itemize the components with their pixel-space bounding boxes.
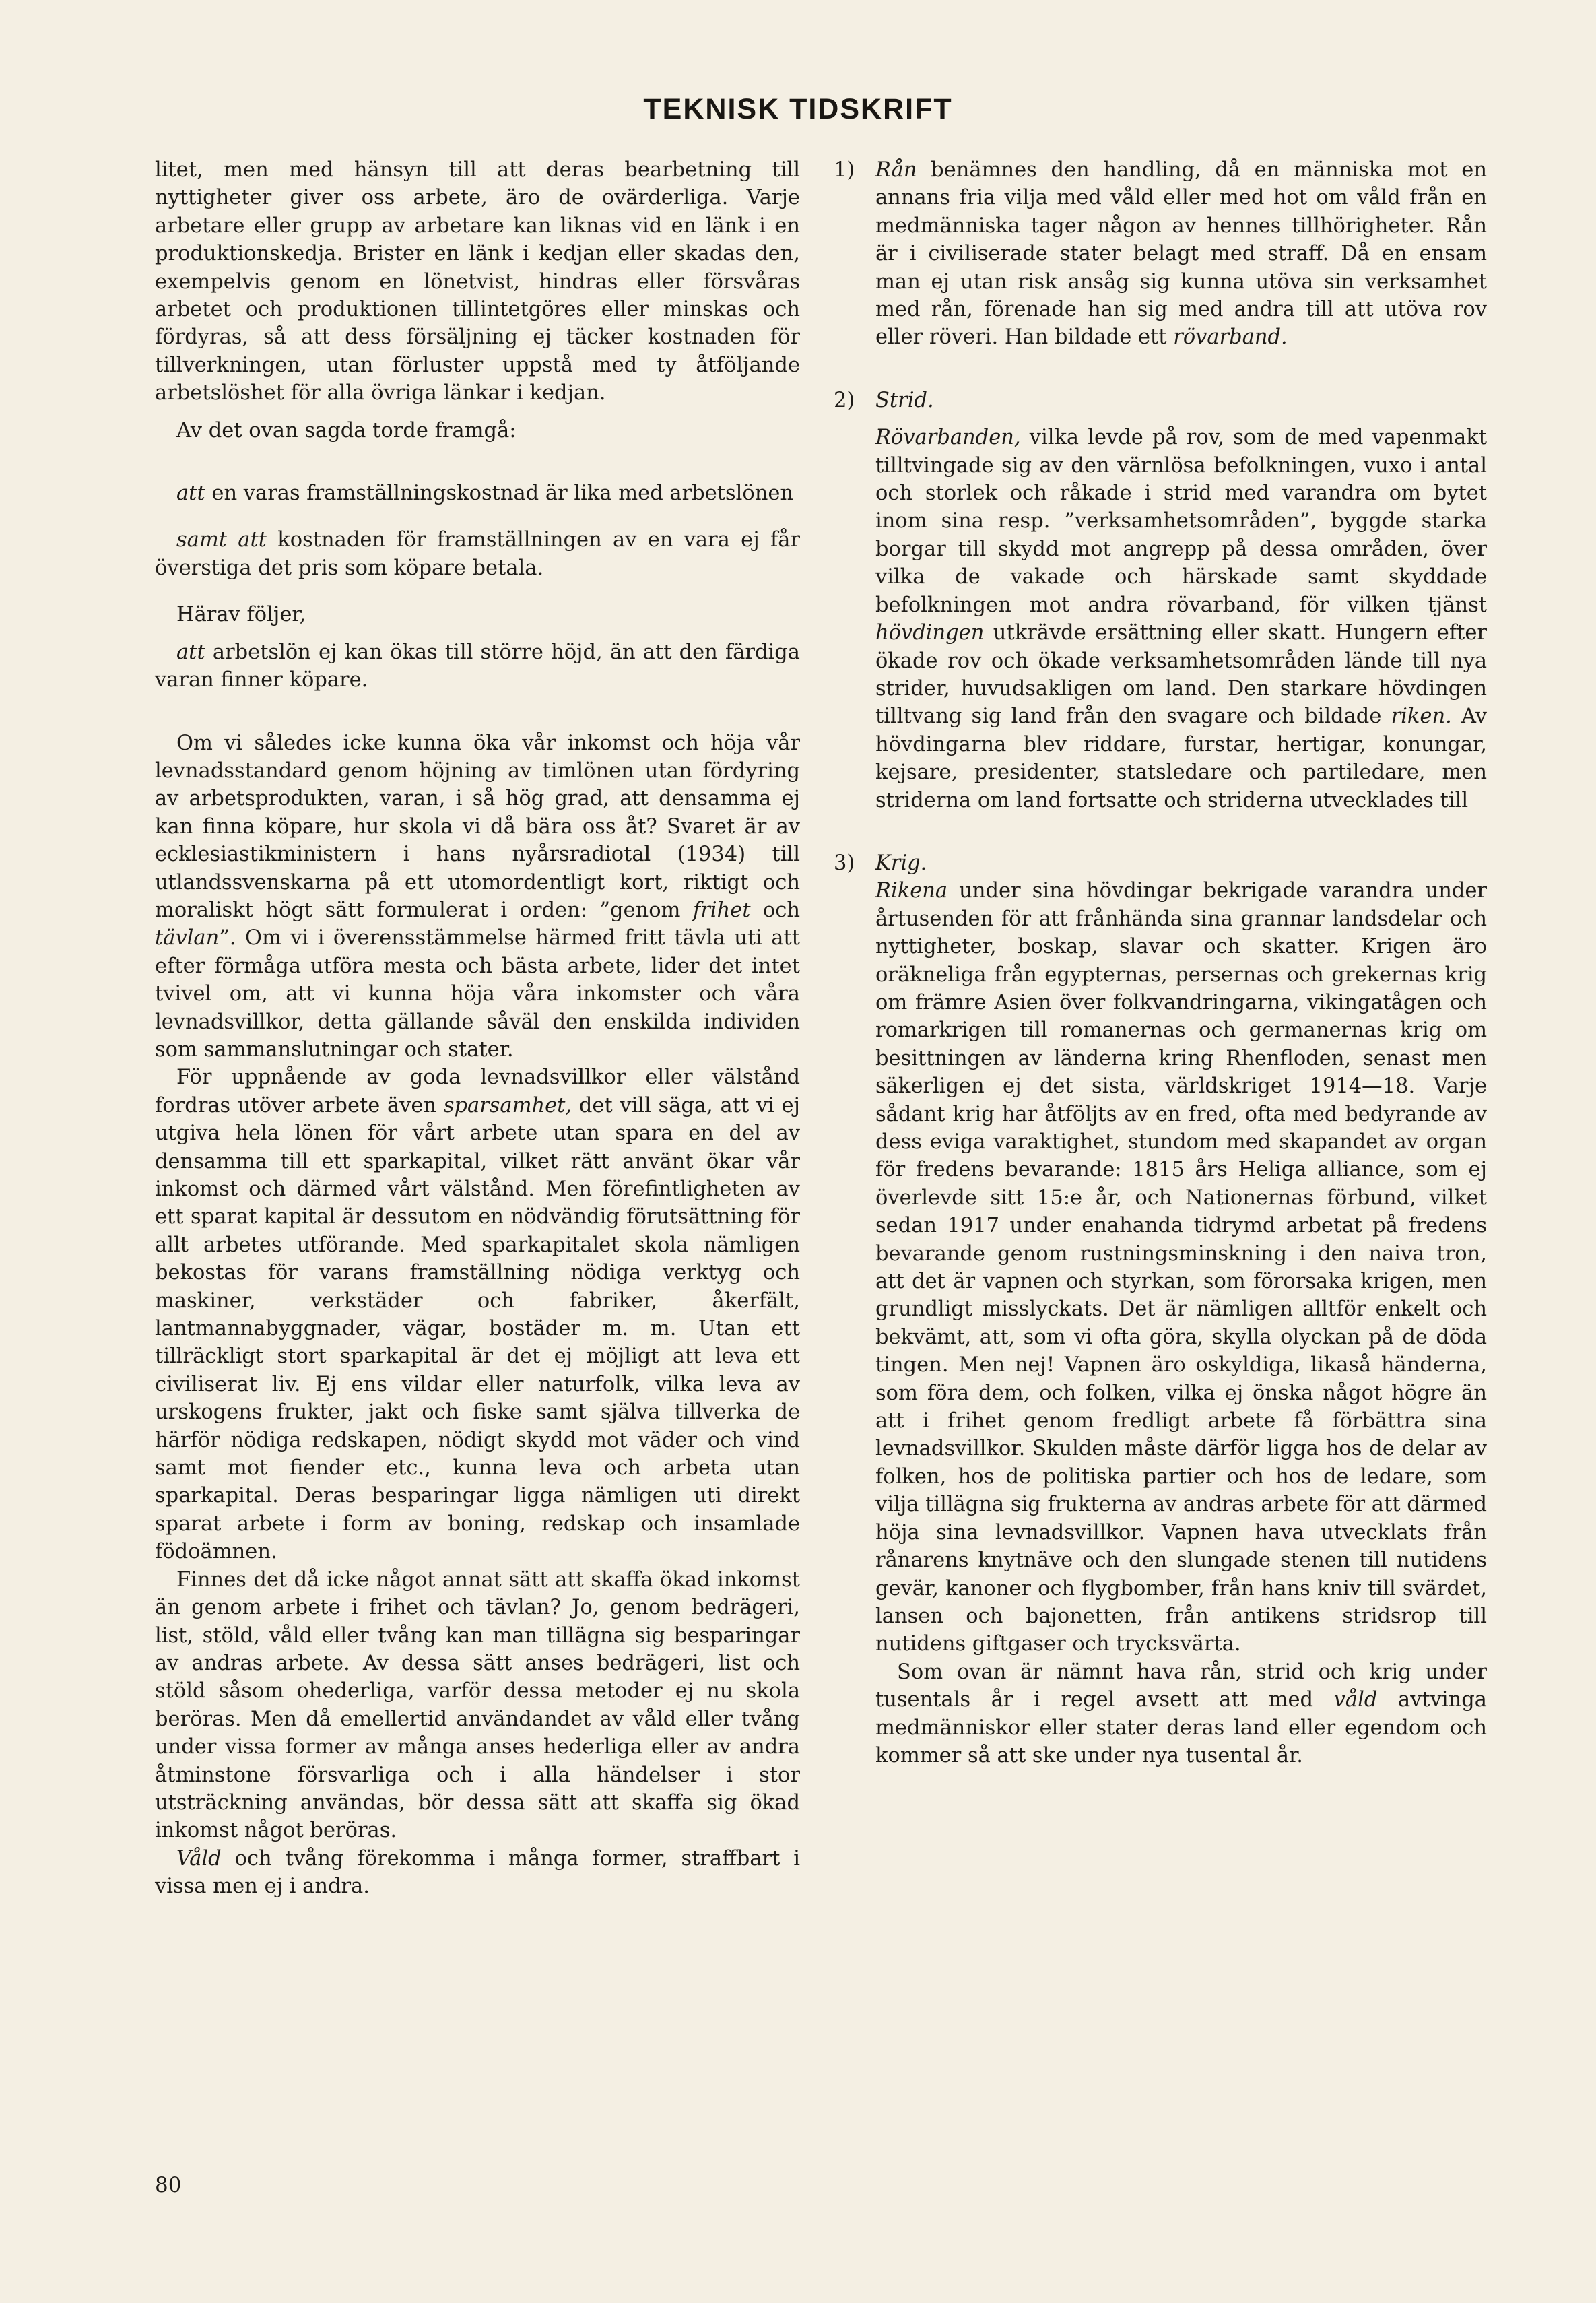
- clause-text: en varas framställningskostnad är lika med arbetslönen: [205, 482, 794, 506]
- paragraph: [155, 1845, 800, 1901]
- text-run: Som ovan är nämnt hava rån, strid och krig under tusentals år i regel avsett att med: [875, 1660, 1487, 1712]
- paragraph: [155, 729, 800, 1064]
- text-run: benämnes den handling, då en människa mot en annans fria vilja med våld eller med hot om våld från en medmänniska tager någon av hennes tillhörigheter. Rån är i civiliserade stater belagt med straff. Då en ensam man ej utan risk ansåg sig kunna utöva sin verksamhet med rån, förenade han sig med andra till att utöva rov eller röveri. Han bildade ett: [875, 158, 1487, 350]
- text-run: vilka levde på rov, som de med vapenmakt tilltvingade sig av den värnlösa befolkningen, vuxo i antal och storlek och råkade i strid med varandra om bytet inom sina resp. ”verksamhetsområden”, byggde starka borgar till skydd mot angrepp på dessa områden, över vilka de vakade och härskade samt skyddade befolkningen mot andra rövarband, för vilken tjänst: [875, 426, 1487, 617]
- text-run: det vill säga, att vi ej utgiva hela lönen för vårt arbete utan spara en del av densamma till ett sparkapital, vilket rätt använt ökar vår inkomst och därmed vårt välstånd. Men förefintligheten av ett sparat kapital är dessutom en nödvändig förutsättning för allt arbetes utförande. Med sparkapitalet skola nämligen bekostas för varans framställning nödiga verktyg och maskiner, verkstäder och fabriker, åkerfält, lantmannabyggnader, vägar, bostäder m. m. Utan ett tillräckligt stort sparkapital är det ej möjligt att leva ett civiliserat liv. Ej ens vildar eller naturfolk, vilka leva av urskogens frukter, jakt och fiske samt själva tillverka de härför nödiga redskapen, nödigt skydd mot väder och vind samt mot fiender etc., kunna leva och arbeta utan sparkapital. Deras besparingar ligga nämligen uti direkt sparat arbete i form av boning, redskap och insamlade födoämnen.: [155, 1093, 800, 1564]
- emphasis: riken.: [1391, 705, 1452, 729]
- paragraph: [875, 156, 1487, 352]
- section-number: 2): [834, 388, 855, 412]
- running-header: TEKNISK TIDSKRIFT: [643, 93, 953, 125]
- emphasis: sparsamhet,: [443, 1093, 572, 1117]
- emphasis: Rikena: [875, 879, 948, 903]
- text-run: Om vi således icke kunna öka vår inkomst och höja vår levnadsstandard genom höjning av timlönen utan fördyring av arbetsprodukten, varan, i så hög grad, att densamma ej kan finna köpare, hur skola vi då bära oss åt? Svaret är av ecklesiastikministern i hans nyårsradiotal (1934) till utlandssvenskarna på ett utomordentligt kort, riktigt och moraliskt högt sätt formulerat i orden: ”genom: [155, 731, 800, 922]
- emphasis: Rövarbanden,: [875, 426, 1021, 450]
- right-column: [834, 156, 1487, 1770]
- paragraph: [875, 877, 1487, 1658]
- paragraph: [875, 1658, 1487, 1770]
- emphasis: tävlan: [155, 926, 220, 950]
- page-number: 80: [155, 2173, 182, 2197]
- section-number: 3): [834, 851, 855, 875]
- paragraph: [155, 1064, 800, 1565]
- emphasis: frihet: [692, 898, 751, 922]
- clause-text: arbetslön ej kan ökas till större höjd, än att den färdiga varan finner köpare.: [155, 640, 800, 692]
- emphasis: Våld: [176, 1846, 222, 1871]
- conclusion-clause: [155, 526, 800, 582]
- section-title: Strid.: [875, 388, 934, 412]
- emphasis: Rån: [875, 158, 917, 182]
- text-run: och: [750, 898, 800, 922]
- numbered-section-ran: [834, 156, 1487, 352]
- numbered-section-strid: [834, 387, 1487, 814]
- left-column: [155, 156, 800, 1901]
- emphasis: rövarband.: [1173, 325, 1288, 350]
- text-run: ”. Om vi i överensstämmelse härmed fritt tävla uti att efter förmåga utföra mesta och bästa arbete, lider det intet tvivel om, att vi kunna höja våra inkomster och våra levnadsvillkor, detta gällande såväl den enskilda individen som sammanslutningar och stater.: [155, 926, 800, 1062]
- section-number: 1): [834, 158, 855, 182]
- paragraph: [875, 424, 1487, 814]
- paragraph: Härav följer,: [176, 603, 306, 627]
- conclusion-clause: [155, 639, 800, 694]
- text-run: och tvång förekomma i många former, straffbart i vissa men ej i andra.: [155, 1846, 800, 1899]
- text-run: avtvinga medmänniskor eller stater deras land eller egendom och kommer så att ske under nya tusental år.: [875, 1688, 1487, 1767]
- text-run: utkrävde ersättning eller skatt. Hungern efter ökade rov och ökade verksamhetsområden lände till nya strider, huvudsakligen om land. Den starkare hövdingen tilltvang sig land från den svagare och bildade: [875, 621, 1487, 729]
- emphasis: våld: [1333, 1688, 1378, 1712]
- emphasis: samt att: [176, 528, 267, 552]
- emphasis: hövdingen: [875, 621, 985, 645]
- text-run: under sina hövdingar bekrigade varandra under årtusenden för att frånhända sina grannar landsdelar och nyttigheter, boskap, slavar och skatter. Krigen äro oräkneliga från egypternas, persernas och grekernas krig om främre Asien över folkvandringarna, vikingatågen och romarkrigen till romanernas och germanernas krig om besittningen av länderna kring Rhenfloden, senast men säkerligen ej det sista, världskriget 1914—18. Varje sådant krig har åtföljts av en fred, ofta med bedyrande av dess eviga varaktighet, stundom med skapandet av organ för fredens bevarande: 1815 års Heliga alliance, som ej överlevde sitt 15:e år, och Nationernas förbund, vilket sedan 1917 under enahanda tidrymd arbetat på fredens bevarande genom rustningsminskning i den naiva tron, att det är vapnen och styrkan, som förorsaka krigen, men grundligt misslyckats. Det är nämligen alltför enkelt och bekvämt, att, som vi ofta göra, skylla olyckan på de döda tingen. Men nej! Vapnen äro oskyldiga, likaså händerna, som föra dem, och folken, vilka ej önska något högre än att i frihet genom fredligt arbete få förbättra sina levnadsvillkor. Skulden måste därför ligga hos de delar av folken, hos de politiska partier och hos de ledare, som vilja tillägna sig frukterna av andras arbete för att därmed höja sina levnadsvillkor. Vapnen hava utvecklats från rånarens knytnäve och den slungade stenen till nutidens gevär, kanoner och flygbomber, från hans kniv till svärdet, lansen och bajonetten, från antikens stridsrop till nutidens giftgaser och trycksvärta.: [875, 879, 1487, 1656]
- emphasis: att: [176, 640, 205, 664]
- section-title: Krig.: [875, 851, 927, 875]
- numbered-section-krig: [834, 849, 1487, 1658]
- paragraph: litet, men med hänsyn till att deras bearbetning till nyttigheter giver oss arbete, äro de ovärderliga. Varje arbetare eller grupp av arbetare kan liknas vid en länk i en produktionskedja. Brister en länk i kedjan eller skadas den, exempelvis genom en lönetvist, hindras eller försvåras arbetet och produktionen tillintetgöres eller minskas och fördyras, så att dess försäljning ej täcker kostnaden för tillverkningen, utan förluster uppstå med ty åtföljande arbetslöshet för alla övriga länkar i kedjan.: [155, 158, 800, 406]
- text-run: Av hövdingarna blev riddare, furstar, hertigar, konungar, kejsare, presidenter, statsledare och partiledare, men striderna om land fortsatte och striderna utvecklades till: [875, 705, 1487, 812]
- emphasis: att: [176, 482, 205, 506]
- clause-text: kostnaden för framställningen av en vara ej får överstiga det pris som köpare betala.: [155, 528, 800, 580]
- paragraph: Finnes det då icke något annat sätt att skaffa ökad inkomst än genom arbete i frihet och tävlan? Jo, genom bedrägeri, list, stöld, våld eller tvång kan man tillägna sig besparingar av andras arbete. Av dessa sätt anses bedrägeri, list och stöld såsom ohederliga, varför dessa metoder ej nu skola beröras. Men då emellertid användandet av våld eller tvång under vissa former av många anses hederliga eller av andra åtminstone försvarliga och i alla händelser i stor utsträckning användas, bör dessa sätt att skaffa sig ökad inkomst något beröras.: [155, 1567, 800, 1843]
- paragraph: Av det ovan sagda torde framgå:: [176, 418, 517, 443]
- conclusion-clause: [155, 480, 800, 507]
- text-run: För uppnående av goda levnadsvillkor eller välstånd fordras utöver arbete även: [155, 1066, 800, 1117]
